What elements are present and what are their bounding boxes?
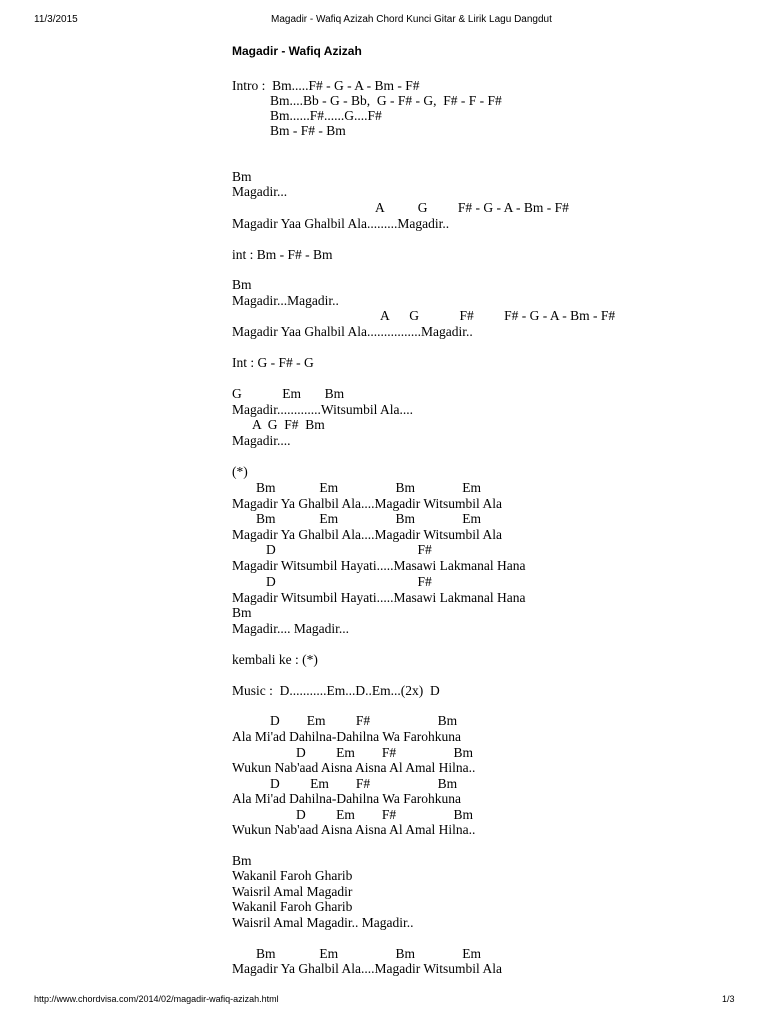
lyric-line: A G F# Bm	[252, 417, 325, 432]
lyric-line: Waisril Amal Magadir.. Magadir..	[232, 915, 414, 930]
lyric-line: Magadir Witsumbil Hayati.....Masawi Lakmanal Hana	[232, 590, 526, 605]
lyric-line: Magadir....	[232, 433, 291, 448]
lyric-line: Bm	[232, 277, 252, 292]
lyric-line: A G F# F# - G - A - Bm - F#	[380, 308, 616, 323]
lyric-line: (*)	[232, 464, 248, 479]
lyric-line: Magadir Yaa Ghalbil Ala................Magadir..	[232, 324, 473, 339]
lyric-line: Bm	[232, 853, 252, 868]
page-number: 1/3	[722, 994, 735, 1004]
lyric-line: Wukun Nab'aad Aisna Aisna Al Amal Hilna..	[232, 760, 476, 775]
lyric-line: A G F# - G - A - Bm - F#	[375, 200, 569, 215]
lyric-line: D F#	[266, 542, 432, 557]
lyric-line: Wakanil Faroh Gharib	[232, 899, 353, 914]
lyric-line: Int : G - F# - G	[232, 355, 314, 370]
lyric-line: kembali ke : (*)	[232, 652, 318, 667]
lyric-line: Bm Em Bm Em	[256, 511, 482, 526]
lyric-line: Bm Em Bm Em	[256, 946, 482, 961]
lyric-line: Ala Mi'ad Dahilna-Dahilna Wa Farohkuna	[232, 791, 462, 806]
lyric-line: Ala Mi'ad Dahilna-Dahilna Wa Farohkuna	[232, 729, 462, 744]
lyric-line: Music : D...........Em...D..Em...(2x) D	[232, 683, 440, 698]
lyric-line: D Em F# Bm	[296, 745, 474, 760]
lyric-line: Magadir Ya Ghalbil Ala....Magadir Witsumbil Ala	[232, 496, 502, 511]
footer-url[interactable]: http://www.chordvisa.com/2014/02/magadir-wafiq-azizah.html	[34, 994, 279, 1004]
lyric-line: Magadir...Magadir..	[232, 293, 339, 308]
lyric-line: Magadir Yaa Ghalbil Ala.........Magadir..	[232, 216, 450, 231]
lyric-line: Magadir.... Magadir...	[232, 621, 349, 636]
lyric-line: Intro : Bm.....F# - G - A - Bm - F#	[232, 78, 420, 93]
lyric-line: G Em Bm	[232, 386, 345, 401]
lyric-line: D Em F# Bm	[270, 713, 458, 728]
song-title: Magadir - Wafiq Azizah	[232, 44, 362, 58]
lyric-line: Bm......F#......G....F#	[270, 108, 382, 123]
lyric-line: Waisril Amal Magadir	[232, 884, 353, 899]
lyric-line: Wakanil Faroh Gharib	[232, 868, 353, 883]
lyric-line: D Em F# Bm	[296, 807, 474, 822]
lyric-line: D Em F# Bm	[270, 776, 458, 791]
lyric-line: int : Bm - F# - Bm	[232, 247, 333, 262]
lyric-line: D F#	[266, 574, 432, 589]
lyric-line: Bm	[232, 605, 252, 620]
lyric-line: Magadir Ya Ghalbil Ala....Magadir Witsumbil Ala	[232, 961, 502, 976]
lyric-line: Wukun Nab'aad Aisna Aisna Al Amal Hilna..	[232, 822, 476, 837]
lyric-line: Magadir...	[232, 184, 288, 199]
print-date: 11/3/2015	[34, 14, 78, 25]
print-page-title: Magadir - Wafiq Azizah Chord Kunci Gitar & Lirik Lagu Dangdut	[271, 14, 552, 25]
lyric-line: Magadir Ya Ghalbil Ala....Magadir Witsumbil Ala	[232, 527, 502, 542]
lyric-line: Magadir Witsumbil Hayati.....Masawi Lakmanal Hana	[232, 558, 526, 573]
lyric-line: Magadir.............Witsumbil Ala....	[232, 402, 413, 417]
lyric-line: Bm Em Bm Em	[256, 480, 482, 495]
lyric-line: Bm	[232, 169, 252, 184]
lyric-line: Bm....Bb - G - Bb, G - F# - G, F# - F - F#	[270, 93, 502, 108]
lyric-line: Bm - F# - Bm	[270, 123, 346, 138]
